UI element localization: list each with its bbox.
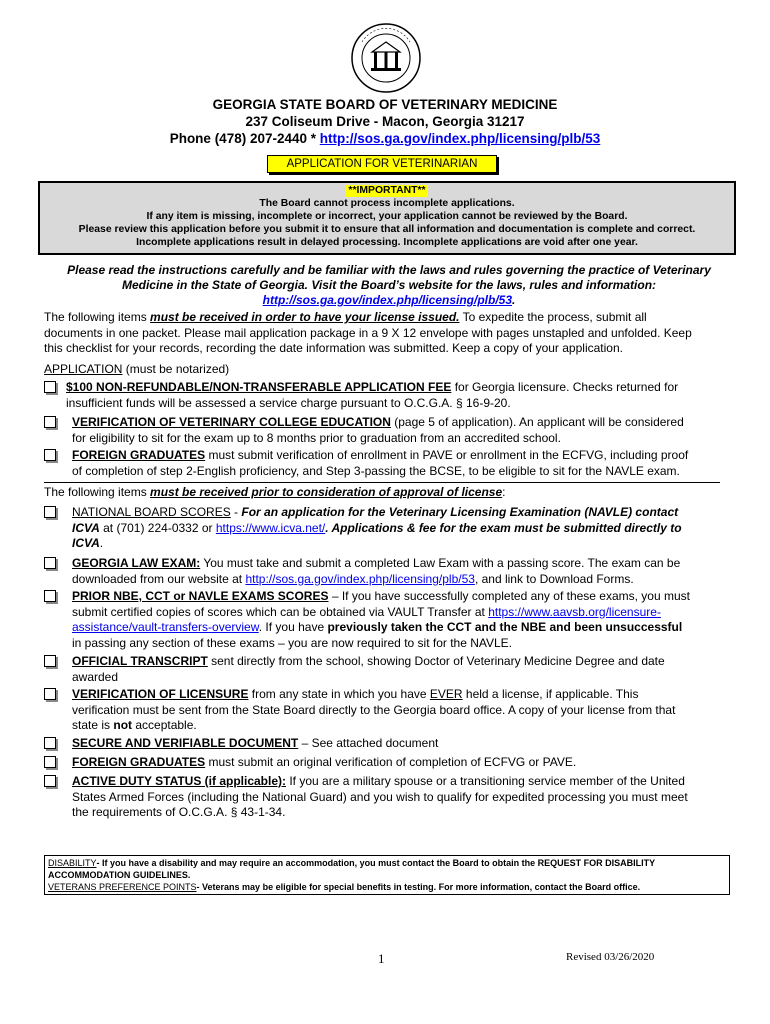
item-foreign-graduates — [72, 448, 732, 479]
application-heading — [44, 362, 229, 378]
text: for Georgia licensure. Checks returned for — [451, 380, 679, 394]
text: at (701) 224-0332 or — [99, 520, 216, 535]
section-divider — [44, 482, 720, 483]
text: insufficient funds will be assessed a service charge pursuant to O.C.G.A. § 16-9-20. — [66, 395, 511, 410]
intro-website-link[interactable]: http://sos.ga.gov/index.php/licensing/plb/53 — [262, 293, 512, 307]
law-exam-link[interactable]: http://sos.ga.gov/index.php/licensing/plb/53 — [245, 571, 475, 586]
checkbox-foreign-graduates[interactable] — [44, 449, 56, 461]
veterans-label: VETERANS PREFERENCE POINTS — [48, 882, 197, 892]
georgia-seal-icon — [350, 22, 422, 94]
text: must submit an original verification of completion of ECFVG or PAVE. — [205, 755, 577, 769]
text: To expedite the process, submit all — [459, 310, 647, 324]
checkbox-secure-document[interactable] — [44, 737, 56, 749]
intro-line: Medicine in the State of Georgia. Visit the Board’s website for the laws, rules and information: — [121, 278, 657, 292]
revision-date: Revised 03/26/2020 — [566, 951, 655, 963]
emphasis-text: . Applications & fee for the exam must be submitted directly to — [325, 520, 682, 535]
text: – If you have successfully completed any of these exams, you must — [328, 589, 690, 603]
item-title: VERIFICATION OF VETERINARY COLLEGE EDUCATION — [72, 415, 391, 429]
item-foreign-graduates-verification — [72, 755, 732, 771]
text: : — [502, 485, 506, 499]
text: If you are a military spouse or a transitioning service member of the United — [286, 774, 685, 788]
item-secure-document — [72, 736, 732, 752]
text: downloaded from our website at — [72, 571, 246, 586]
text: - Veterans may be eligible for special benefits in testing. For more information, contact the Board office. — [196, 882, 641, 892]
application-label: APPLICATION — [44, 362, 123, 376]
application-title: APPLICATION FOR VETERINARIAN — [267, 155, 497, 173]
text: from any state in which you have — [248, 687, 430, 701]
item-application-fee — [66, 380, 726, 411]
item-verification-of-licensure — [72, 687, 732, 734]
page-number: 1 — [378, 951, 385, 966]
item-title: VERIFICATION OF LICENSURE — [72, 687, 249, 701]
checkbox-law-exam[interactable] — [44, 557, 56, 569]
checkbox-foreign-graduates-verification[interactable] — [44, 756, 56, 768]
board-phone-line — [0, 131, 770, 146]
important-line: If any item is missing, incomplete or incorrect, your application cannot be reviewed by the Board. — [146, 211, 628, 222]
text: state is — [72, 718, 114, 732]
item-national-board-scores — [72, 505, 732, 552]
emphasis-text: ICVA — [72, 536, 100, 550]
text: this checklist for your records, recording the date information was submitted. Keep a copy of your application. — [44, 341, 623, 355]
item-active-duty-status — [72, 774, 732, 821]
item-title: ACTIVE DUTY STATUS (if applicable): — [72, 774, 287, 788]
item-title: $100 NON-REFUNDABLE/NON-TRANSFERABLE APPLICATION FEE — [66, 380, 452, 394]
disability-label: DISABILITY — [48, 858, 97, 868]
vault-transfer-link[interactable]: assistance/vault-transfers-overview — [72, 620, 259, 634]
text: - — [230, 505, 242, 519]
emphasis-text: not — [113, 718, 133, 732]
text: awarded — [72, 669, 119, 684]
text: sent directly from the school, showing Doctor of Veterinary Medicine Degree and date — [207, 654, 665, 668]
emphasis-text: must be received in order to have your license issued. — [150, 310, 460, 324]
emphasis-text: previously taken the CCT and the NBE and been unsuccessful — [327, 620, 683, 634]
item-prior-exam-scores — [72, 589, 732, 651]
text: ACCOMMODATION GUIDELINES. — [48, 870, 191, 880]
checkbox-college-education[interactable] — [44, 416, 56, 428]
text: States Armed Forces (including the National Guard) and you wish to qualify for expedited processing you must meet — [72, 789, 688, 804]
text: for eligibility to sit for the exam up to 8 months prior to graduation from an accredited school. — [72, 430, 561, 445]
text: . If you have — [258, 620, 328, 634]
emphasis-text: For an application for the Veterinary Licensing Examination (NAVLE) contact — [241, 505, 679, 519]
item-title: SECURE AND VERIFIABLE DOCUMENT — [72, 736, 299, 750]
item-title: GEORGIA LAW EXAM: — [72, 556, 201, 570]
item-title: NATIONAL BOARD SCORES — [72, 505, 231, 519]
item-college-education — [72, 415, 732, 446]
emphasis-text: EVER — [429, 687, 463, 701]
icva-link[interactable]: https://www.icva.net/ — [215, 520, 326, 535]
approval-requirements-paragraph — [44, 485, 505, 501]
board-phone: Phone (478) 207-2440 * — [169, 131, 320, 146]
important-notice-box — [38, 181, 736, 255]
board-address: 237 Coliseum Drive - Macon, Georgia 31217 — [245, 114, 525, 129]
important-tag: **IMPORTANT** — [348, 185, 426, 196]
text: must submit verification of enrollment in PAVE or enrollment in the ECFVG, including proof — [205, 448, 689, 462]
text: the requirements of O.C.G.A. § 43-1-34. — [72, 805, 286, 819]
board-name: GEORGIA STATE BOARD OF VETERINARY MEDICINE — [212, 97, 558, 112]
item-title: PRIOR NBE, CCT or NAVLE EXAMS SCORES — [72, 589, 329, 603]
item-title: FOREIGN GRADUATES — [72, 755, 206, 769]
text: You must take and submit a completed Law Exam with a passing score. The exam can be — [200, 556, 681, 570]
text: verification must be sent from the State Board directly to the Georgia board office. A copy of your license from that — [72, 702, 676, 717]
checkbox-official-transcript[interactable] — [44, 655, 56, 667]
important-line: The Board cannot process incomplete applications. — [259, 198, 515, 209]
text: (must be notarized) — [122, 362, 230, 376]
text: The following items — [44, 485, 151, 499]
text: (page 5 of application). An applicant will be considered — [390, 415, 684, 429]
issue-requirements-paragraph — [44, 310, 692, 357]
text: The following items — [44, 310, 151, 324]
intro-period: . — [512, 293, 516, 307]
checkbox-prior-exam-scores[interactable] — [44, 590, 56, 602]
vault-transfer-link[interactable]: https://www.aavsb.org/licensure- — [488, 604, 661, 619]
emphasis-text: must be received prior to consideration of approval of license — [150, 485, 503, 499]
item-official-transcript — [72, 654, 732, 685]
checkbox-verification-of-licensure[interactable] — [44, 688, 56, 700]
text: submit certified copies of scores which can be obtained via VAULT Transfer at — [72, 604, 489, 619]
checkbox-active-duty-status[interactable] — [44, 775, 56, 787]
text: . — [99, 536, 104, 550]
checkbox-application-fee[interactable] — [44, 381, 56, 393]
intro-line: Please read the instructions carefully and be familiar with the laws and rules governing the practice of Veterinary — [67, 263, 711, 277]
text: – See attached document — [298, 736, 439, 750]
item-title: OFFICIAL TRANSCRIPT — [72, 654, 208, 668]
item-law-exam — [72, 556, 732, 587]
text: acceptable. — [132, 718, 197, 732]
text: - If you have a disability and may require an accommodation, you must contact the Board to obtain the REQUEST FOR DISABILITY — [96, 858, 656, 868]
text: held a license, if applicable. This — [462, 687, 639, 701]
checkbox-national-board-scores[interactable] — [44, 506, 56, 518]
text: of completion of step 2-English proficiency, and Step 3-passing the BCSE, to be eligible to sit for the NAVLE exam. — [72, 463, 680, 478]
emphasis-text: ICVA — [72, 520, 100, 535]
intro-paragraph — [44, 263, 734, 308]
text: in passing any section of these exams – you are now required to sit for the NAVLE. — [72, 635, 513, 650]
text: , and link to Download Forms. — [474, 571, 634, 586]
text: documents in one packet. Please mail application package in a 9 X 12 envelope with pages unstapled and unfolded. Keep — [44, 325, 692, 340]
disability-veterans-notice — [44, 855, 730, 895]
important-line: Please review this application before you submit it to ensure that all information and documentation is complete and correct. — [78, 224, 696, 235]
board-website-link[interactable]: http://sos.ga.gov/index.php/licensing/plb/53 — [319, 131, 601, 146]
item-title: FOREIGN GRADUATES — [72, 448, 206, 462]
important-line: Incomplete applications result in delayed processing. Incomplete applications are void after one year. — [136, 237, 638, 248]
